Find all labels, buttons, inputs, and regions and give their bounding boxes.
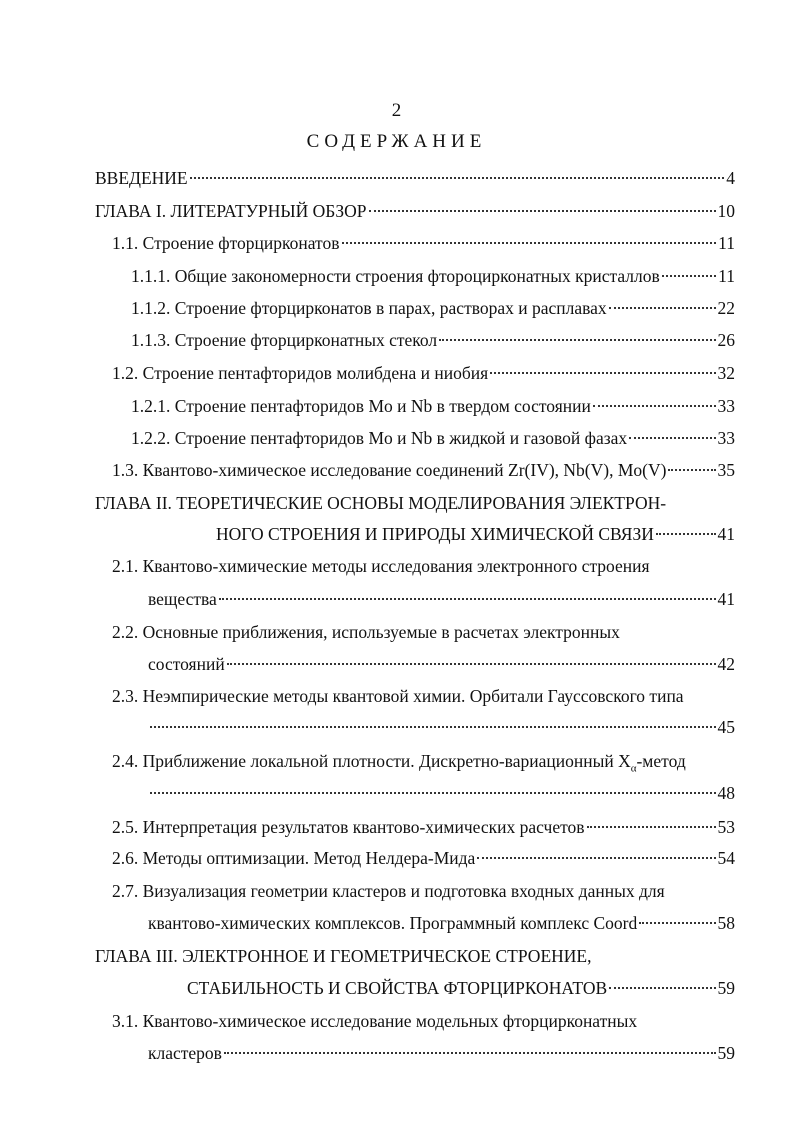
toc-entry-text: состояний xyxy=(148,654,225,674)
toc-entry-text: 2.6. Методы оптимизации. Метод Нелдера-Мида xyxy=(112,848,476,868)
dot-leader xyxy=(656,533,716,535)
dot-leader xyxy=(190,177,725,179)
toc-entry-text: 1.1.2. Строение фторцирконатов в парах, растворах и расплавах xyxy=(131,298,607,318)
dot-leader xyxy=(477,857,715,859)
dot-leader xyxy=(150,726,716,728)
page-number: 2 xyxy=(391,100,402,121)
toc-entry-1-2-1 xyxy=(131,393,735,419)
toc-entry-page: 35 xyxy=(717,460,735,480)
toc-entry-2-7-line1: 2.7. Визуализация геометрии кластеров и подготовка входных данных для xyxy=(112,881,665,901)
dot-leader xyxy=(609,987,715,989)
alpha-subscript: α xyxy=(630,762,637,775)
toc-entry-text-end: -метод xyxy=(636,751,686,771)
toc-entry-2-4 xyxy=(148,780,735,806)
toc-entry-page: 32 xyxy=(717,363,735,383)
toc-entry-text: ВВЕДЕНИЕ xyxy=(95,168,188,188)
toc-entry-page: 42 xyxy=(717,654,735,674)
toc-entry-text: 1.1. Строение фторцирконатов xyxy=(112,233,340,253)
toc-entry-2-7 xyxy=(148,910,735,936)
toc-entry-page: 48 xyxy=(717,783,735,803)
toc-entry-chapter-2 xyxy=(216,521,735,547)
toc-entry-text: кластеров xyxy=(148,1043,222,1063)
toc-entry-page: 26 xyxy=(717,330,735,350)
toc-entry-1-2 xyxy=(112,360,735,386)
toc-entry-chapter-3-line1: ГЛАВА III. ЭЛЕКТРОННОЕ И ГЕОМЕТРИЧЕСКОЕ СТРОЕНИЕ, xyxy=(95,946,592,966)
toc-entry-chapter-3 xyxy=(187,975,735,1001)
toc-entry-page: 41 xyxy=(717,524,735,544)
dot-leader xyxy=(639,922,715,924)
dot-leader xyxy=(439,339,715,341)
dot-leader xyxy=(227,663,716,665)
toc-entry-text: СТАБИЛЬНОСТЬ И СВОЙСТВА ФТОРЦИРКОНАТОВ xyxy=(187,978,608,998)
toc-entry-page: 4 xyxy=(726,168,735,188)
toc-entry-text: 2.5. Интерпретация результатов квантово-химических расчетов xyxy=(112,817,585,837)
dot-leader xyxy=(668,469,715,471)
dot-leader xyxy=(219,598,716,600)
dot-leader xyxy=(369,210,716,212)
toc-entry-text: 1.2.2. Строение пентафторидов Mo и Nb в жидкой и газовой фазах xyxy=(131,428,628,448)
toc-entry-2-2-line1: 2.2. Основные приближения, используемые в расчетах электронных xyxy=(112,622,620,642)
toc-entry-text: ГЛАВА I. ЛИТЕРАТУРНЫЙ ОБЗОР xyxy=(95,201,367,221)
toc-entry-2-4-line1 xyxy=(112,748,686,774)
toc-entry-text: квантово-химических комплексов. Программный комплекс Coord xyxy=(148,913,638,933)
toc-entry-3-1-line1: 3.1. Квантово-химическое исследование модельных фторцирконатных xyxy=(112,1011,638,1031)
toc-entry-text: 1.1.3. Строение фторцирконатных стекол xyxy=(131,330,438,350)
toc-entry-chapter-2-line1: ГЛАВА II. ТЕОРЕТИЧЕСКИЕ ОСНОВЫ МОДЕЛИРОВАНИЯ ЭЛЕКТРОН- xyxy=(95,493,667,513)
toc-entry-2-1-line1: 2.1. Квантово-химические методы исследования электронного строения xyxy=(112,556,650,576)
toc-entry-2-1 xyxy=(148,586,735,612)
toc-entry-page: 33 xyxy=(717,396,735,416)
toc-entry-3-1 xyxy=(148,1040,735,1066)
toc-entry-1-3 xyxy=(112,457,735,483)
toc-entry-chapter-1 xyxy=(95,198,735,224)
toc-entry-page: 59 xyxy=(717,1043,735,1063)
toc-entry-page: 41 xyxy=(717,589,735,609)
dot-leader xyxy=(587,826,716,828)
toc-entry-page: 22 xyxy=(717,298,735,318)
toc-entry-page: 11 xyxy=(718,266,735,286)
toc-entry-1-1-2 xyxy=(131,295,735,321)
toc-entry-2-6 xyxy=(112,845,735,871)
toc-entry-text: 2.4. Приближение локальной плотности. Дискретно-вариационный X xyxy=(112,751,631,771)
toc-entry-1-2-2 xyxy=(131,425,735,451)
toc-entry-2-3 xyxy=(148,714,735,740)
toc-entry-page: 45 xyxy=(717,717,735,737)
toc-entry-2-2 xyxy=(148,651,735,677)
toc-entry-page: 58 xyxy=(717,913,735,933)
dot-leader xyxy=(342,242,717,244)
toc-entry-page: 53 xyxy=(717,817,735,837)
toc-entry-1-1-1 xyxy=(131,263,735,289)
dot-leader xyxy=(609,307,716,309)
toc-entry-page: 59 xyxy=(717,978,735,998)
toc-entry-page: 11 xyxy=(718,233,735,253)
dot-leader xyxy=(662,275,716,277)
toc-entry-page: 54 xyxy=(717,848,735,868)
toc-entry-page: 10 xyxy=(717,201,735,221)
dot-leader xyxy=(150,792,716,794)
toc-entry-page: 33 xyxy=(717,428,735,448)
toc-entry-text: 1.1.1. Общие закономерности строения фтороцирконатных кристаллов xyxy=(131,266,660,286)
toc-entry-text: НОГО СТРОЕНИЯ И ПРИРОДЫ ХИМИЧЕСКОЙ СВЯЗИ xyxy=(216,524,654,544)
dot-leader xyxy=(593,405,716,407)
toc-entry-1-1-3 xyxy=(131,327,735,353)
toc-entry-text: 1.3. Квантово-химическое исследование соединений Zr(IV), Nb(V), Mo(V) xyxy=(112,460,667,480)
dot-leader xyxy=(490,372,715,374)
toc-entry-1-1 xyxy=(112,230,735,256)
toc-entry-2-5 xyxy=(112,814,735,840)
toc-entry-text: вещества xyxy=(148,589,217,609)
toc-entry-text: 1.2. Строение пентафторидов молибдена и ниобия xyxy=(112,363,489,383)
toc-entry-text: 1.2.1. Строение пентафторидов Mo и Nb в твердом состоянии xyxy=(131,396,591,416)
toc-entry-2-3-line1: 2.3. Неэмпирические методы квантовой химии. Орбитали Гауссовского типа xyxy=(112,686,684,706)
dot-leader xyxy=(224,1052,716,1054)
dot-leader xyxy=(629,437,715,439)
toc-entry-introduction xyxy=(95,165,735,191)
page-title: СОДЕРЖАНИЕ xyxy=(306,131,487,152)
